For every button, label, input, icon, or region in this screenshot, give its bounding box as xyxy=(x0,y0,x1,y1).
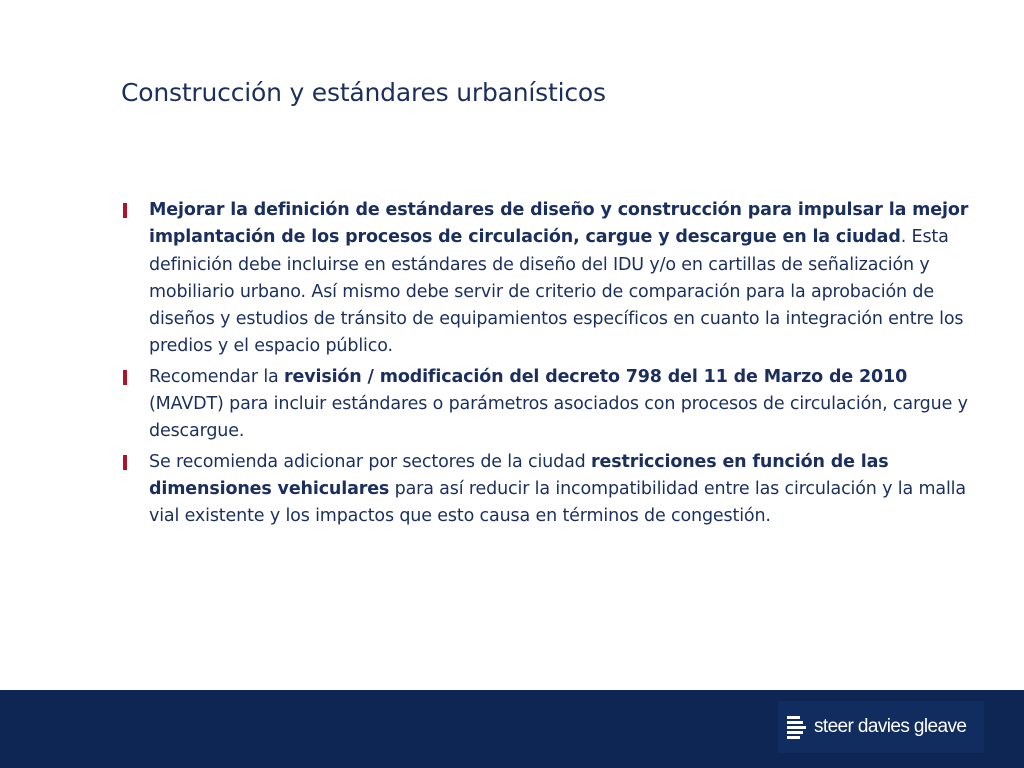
bullet-marker xyxy=(123,455,127,470)
bullet-lead-text: Se recomienda adicionar por sectores de la ciudad xyxy=(149,451,592,472)
slide-title: Construcción y estándares urbanísticos xyxy=(121,78,606,107)
footer-bar xyxy=(0,690,1024,768)
bullet-marker xyxy=(123,203,127,218)
company-logo xyxy=(778,701,984,753)
bullet-text: . Esta definición debe incluirse en estándares de diseño del IDU y/o en cartillas de señalización y mobiliario urbano. Así mismo debe servir de criterio de comparación para la aprobación de diseños y estudios de tránsito de equipamientos específicos en cuanto la integración entre los predios y el espacio público. xyxy=(149,227,964,357)
bullet-bold-text: Mejorar la definición de estándares de diseño y construcción para impulsar la mejor implantación de los procesos de circulación, cargue y descargue en la ciudad xyxy=(149,200,969,248)
bullet-text: (MAVDT) para incluir estándares o parámetros asociados con procesos de circulación, cargue y descargue. xyxy=(149,394,968,442)
bullet-item xyxy=(122,449,970,531)
stacked-bars-logo-icon xyxy=(787,714,806,740)
bullet-bold-text: restricciones en función de las dimensiones vehiculares xyxy=(149,451,889,499)
logo-text: steer davies gleave xyxy=(814,716,967,737)
bullet-marker xyxy=(123,370,127,385)
bullet-item xyxy=(122,364,970,446)
bullet-bold-text: revisión / modificación del decreto 798 del 11 de Marzo de 2010 xyxy=(284,366,908,387)
bullet-list xyxy=(122,197,970,531)
bullet-item xyxy=(122,197,970,361)
bullet-text: para así reducir la incompatibilidad entre las circulación y la malla vial existente y los impactos que esto causa en términos de congestión. xyxy=(149,478,966,527)
bullet-lead-text: Recomendar la xyxy=(149,366,285,387)
